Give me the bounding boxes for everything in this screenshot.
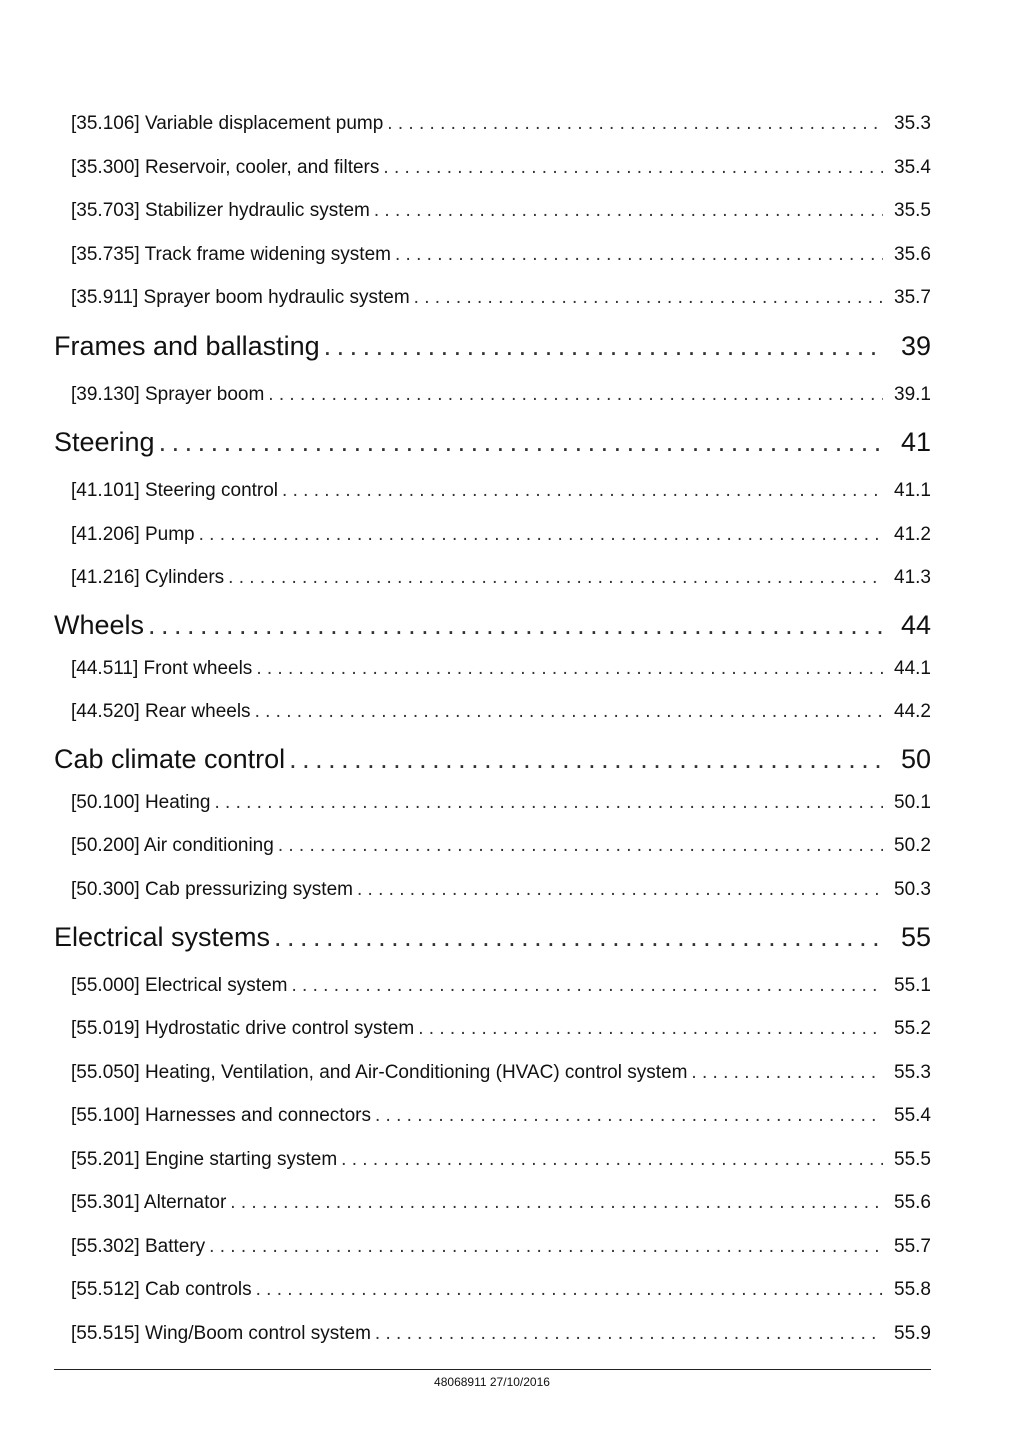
toc-entry-page: 35.4 xyxy=(894,157,931,178)
toc-entry[interactable] xyxy=(71,1018,931,1040)
toc-entry-title: [41.206] Pump xyxy=(71,524,195,545)
dot-leader xyxy=(159,427,883,458)
toc-section-heading[interactable] xyxy=(54,427,931,458)
toc-entry-page: 55.4 xyxy=(894,1105,931,1126)
toc-entry-title: [55.301] Alternator xyxy=(71,1192,227,1213)
toc-entry-page: 41.3 xyxy=(894,567,931,588)
dot-leader xyxy=(383,157,883,179)
toc-entry-title: [55.302] Battery xyxy=(71,1236,206,1257)
toc-entry-page: 50.1 xyxy=(894,792,931,813)
toc-entry-title: [50.100] Heating xyxy=(71,792,211,813)
toc-entry[interactable] xyxy=(71,384,931,406)
dot-leader xyxy=(341,1149,883,1171)
toc-entry-title: [55.515] Wing/Boom control system xyxy=(71,1323,371,1344)
toc-section-title: Frames and ballasting xyxy=(54,331,320,361)
toc-entry-title: [44.511] Front wheels xyxy=(71,658,253,679)
toc-entry-title: [39.130] Sprayer boom xyxy=(71,384,265,405)
toc-section-page: 44 xyxy=(900,610,931,640)
toc-entry-page: 44.1 xyxy=(894,658,931,679)
toc-entry-page: 55.6 xyxy=(894,1192,931,1213)
dot-leader xyxy=(374,200,883,222)
dot-leader xyxy=(291,975,883,997)
dot-leader xyxy=(691,1062,883,1084)
toc-entry-page: 50.2 xyxy=(894,835,931,856)
toc-entry-page: 55.8 xyxy=(894,1279,931,1300)
dot-leader xyxy=(148,610,883,641)
dot-leader xyxy=(414,287,883,309)
toc-entry[interactable] xyxy=(71,835,931,857)
toc-section-heading[interactable] xyxy=(54,610,931,641)
dot-leader xyxy=(324,331,883,362)
toc-entry-page: 55.1 xyxy=(894,975,931,996)
dot-leader xyxy=(214,792,883,814)
toc-entry[interactable] xyxy=(71,701,931,723)
toc-entry[interactable] xyxy=(71,287,931,309)
toc-entry-title: [35.703] Stabilizer hydraulic system xyxy=(71,200,370,221)
toc-entry-page: 35.6 xyxy=(894,244,931,265)
toc-entry[interactable] xyxy=(71,113,931,135)
dot-leader xyxy=(387,113,883,135)
toc-section-heading[interactable] xyxy=(54,331,931,362)
toc-entry[interactable] xyxy=(71,244,931,266)
toc-entry[interactable] xyxy=(71,792,931,814)
toc-entry-title: [55.100] Harnesses and connectors xyxy=(71,1105,371,1126)
toc-entry-title: [50.300] Cab pressurizing system xyxy=(71,879,353,900)
toc-entry-title: [35.911] Sprayer boom hydraulic system xyxy=(71,287,410,308)
dot-leader xyxy=(255,701,883,723)
toc-entry[interactable] xyxy=(71,1279,931,1301)
dot-leader xyxy=(375,1323,883,1345)
toc-entry-title: [55.512] Cab controls xyxy=(71,1279,252,1300)
dot-leader xyxy=(230,1192,883,1214)
toc-entry[interactable] xyxy=(71,480,931,502)
toc-section-heading[interactable] xyxy=(54,744,931,775)
toc-entry[interactable] xyxy=(71,157,931,179)
dot-leader xyxy=(268,384,883,406)
toc-entry[interactable] xyxy=(71,1236,931,1258)
toc-section-title: Wheels xyxy=(54,610,145,640)
toc-section-title: Electrical systems xyxy=(54,922,271,952)
dot-leader xyxy=(199,524,883,546)
dot-leader xyxy=(282,480,883,502)
toc-entry-page: 41.1 xyxy=(894,480,931,501)
toc-section-page: 55 xyxy=(900,922,931,952)
toc-section-title: Steering xyxy=(54,427,155,457)
toc-entry-title: [35.106] Variable displacement pump xyxy=(71,113,384,134)
dot-leader xyxy=(278,835,883,857)
toc-entry-title: [44.520] Rear wheels xyxy=(71,701,251,722)
dot-leader xyxy=(274,922,883,953)
toc-entry-title: [41.216] Cylinders xyxy=(71,567,225,588)
toc-entry-title: [35.300] Reservoir, cooler, and filters xyxy=(71,157,380,178)
dot-leader xyxy=(256,1279,883,1301)
toc-entry-title: [35.735] Track frame widening system xyxy=(71,244,391,265)
toc-section-heading[interactable] xyxy=(54,922,931,953)
toc-section-page: 39 xyxy=(900,331,931,361)
dot-leader xyxy=(209,1236,883,1258)
toc-entry-page: 55.3 xyxy=(894,1062,931,1083)
toc-entry[interactable] xyxy=(71,524,931,546)
footer-divider xyxy=(54,1369,931,1370)
toc-entry[interactable] xyxy=(71,975,931,997)
toc-entry-title: [55.019] Hydrostatic drive control system xyxy=(71,1018,415,1039)
dot-leader xyxy=(375,1105,883,1127)
toc-entry-title: [55.201] Engine starting system xyxy=(71,1149,338,1170)
toc-entry[interactable] xyxy=(71,1062,931,1084)
footer-document-id: 48068911 27/10/2016 xyxy=(434,1375,550,1389)
dot-leader xyxy=(395,244,883,266)
toc-entry-page: 35.3 xyxy=(894,113,931,134)
toc-section-page: 50 xyxy=(900,744,931,774)
toc-entry-page: 55.9 xyxy=(894,1323,931,1344)
toc-entry-page: 35.5 xyxy=(894,200,931,221)
toc-entry-page: 55.7 xyxy=(894,1236,931,1257)
dot-leader xyxy=(256,658,883,680)
toc-entry-page: 55.5 xyxy=(894,1149,931,1170)
toc-entry[interactable] xyxy=(71,567,931,589)
toc-entry-title: [41.101] Steering control xyxy=(71,480,279,501)
dot-leader xyxy=(289,744,883,775)
dot-leader xyxy=(357,879,883,901)
toc-entry-page: 39.1 xyxy=(894,384,931,405)
toc-entry-page: 35.7 xyxy=(894,287,931,308)
toc-entry-title: [50.200] Air conditioning xyxy=(71,835,274,856)
dot-leader xyxy=(418,1018,883,1040)
toc-entry[interactable] xyxy=(71,658,931,680)
toc-entry-title: [55.050] Heating, Ventilation, and Air-Conditioning (HVAC) control system xyxy=(71,1062,688,1083)
toc-entry[interactable] xyxy=(71,1323,931,1345)
toc-entry[interactable] xyxy=(71,1149,931,1171)
dot-leader xyxy=(228,567,883,589)
toc-entry-page: 50.3 xyxy=(894,879,931,900)
toc-entry[interactable] xyxy=(71,879,931,901)
toc-entry-page: 55.2 xyxy=(894,1018,931,1039)
toc-section-title: Cab climate control xyxy=(54,744,286,774)
toc-entry[interactable] xyxy=(71,200,931,222)
toc-entry[interactable] xyxy=(71,1105,931,1127)
toc-entry[interactable] xyxy=(71,1192,931,1214)
toc-entry-title: [55.000] Electrical system xyxy=(71,975,288,996)
toc-section-page: 41 xyxy=(900,427,931,457)
toc-entry-page: 41.2 xyxy=(894,524,931,545)
toc-entry-page: 44.2 xyxy=(894,701,931,722)
